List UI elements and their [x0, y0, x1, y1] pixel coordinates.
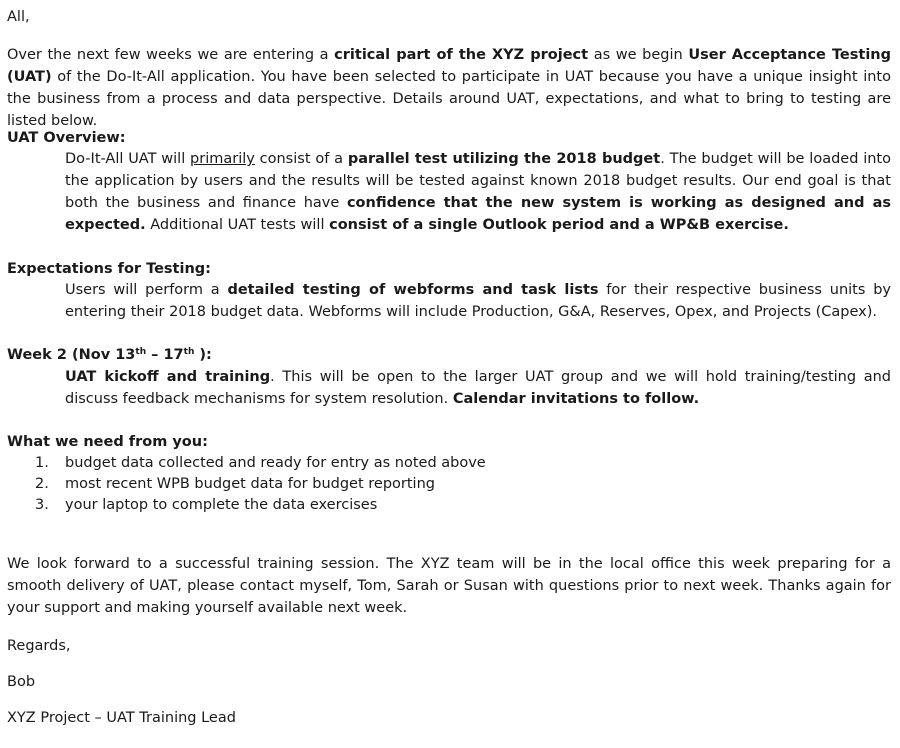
list-item-text: your laptop to complete the data exercises [65, 497, 378, 513]
overview-text-2: consist of a [254, 151, 348, 167]
expectations-paragraph [65, 279, 891, 323]
week2-bold-calendar: Calendar invitations to follow. [452, 391, 700, 407]
week2-heading: Week 2 (Nov 13th – 17th ): [7, 347, 212, 363]
signer-name: Bob [7, 674, 36, 690]
intro-text-3: of the Do-It-All application. You have been selected to participate in UAT because you have a unique insight into the business from a process and data perspective. Details around UAT, expectations, and what to bring to testing are listed below. [7, 69, 891, 129]
overview-text-3: . The budget will be loaded into the application by users and the results will be tested against known 2018 budget results. Our end goal is that both the business and finance have [65, 151, 891, 211]
greeting: All, [7, 9, 30, 25]
intro-paragraph [7, 44, 891, 132]
sign-off: Regards, [7, 638, 71, 654]
uat-overview-heading: UAT Overview: [7, 130, 126, 146]
expectations-bold-testing: detailed testing of webforms and task lists [227, 282, 599, 298]
overview-bold-confidence: confidence that the new system is working as designed and as expected. [65, 195, 891, 233]
needs-heading: What we need from you: [7, 434, 208, 450]
list-item [35, 453, 875, 474]
week2-paragraph [65, 366, 891, 410]
list-item-number: 2. [35, 476, 49, 492]
expectations-heading: Expectations for Testing: [7, 261, 211, 277]
list-item [35, 495, 875, 516]
list-item-text: budget data collected and ready for entry as noted above [65, 455, 486, 471]
signer-title: XYZ Project – UAT Training Lead [7, 710, 236, 726]
intro-text-1: Over the next few weeks we are entering a [7, 47, 335, 63]
overview-text-1: Do-It-All UAT will [65, 151, 191, 167]
list-item-text: most recent WPB budget data for budget reporting [65, 476, 435, 492]
list-item [35, 474, 875, 495]
uat-overview-paragraph [65, 148, 891, 236]
overview-underline-primarily: primarily [190, 151, 255, 167]
intro-bold-uat: User Acceptance Testing (UAT) [7, 47, 891, 85]
overview-bold-outlook: consist of a single Outlook period and a WP&B exercise. [329, 217, 789, 233]
overview-text-4: Additional UAT tests will [145, 217, 330, 233]
week2-bold-kickoff: UAT kickoff and training [65, 369, 271, 385]
needs-list [35, 453, 875, 516]
list-item-number: 3. [35, 497, 49, 513]
intro-text-2: as we begin [588, 47, 689, 63]
expectations-text-2: for their respective business units by entering their 2018 budget data. Webforms will include Production, G&A, Reserves, Opex, and Projects (Capex). [65, 282, 891, 320]
list-item-number: 1. [35, 455, 49, 471]
week2-text-1: . This will be open to the larger UAT group and we will hold training/testing and discuss feedback mechanisms for system resolution. [65, 369, 891, 407]
intro-bold-project: critical part of the XYZ project [334, 47, 589, 63]
closing-paragraph: We look forward to a successful training session. The XYZ team will be in the local office this week preparing for a smooth delivery of UAT, please contact myself, Tom, Sarah or Susan with questions prior to next week. Thanks again for your support and making yourself available next week. [7, 556, 891, 616]
overview-bold-parallel-test: parallel test utilizing the 2018 budget [347, 151, 661, 167]
expectations-text-1: Users will perform a [65, 282, 228, 298]
